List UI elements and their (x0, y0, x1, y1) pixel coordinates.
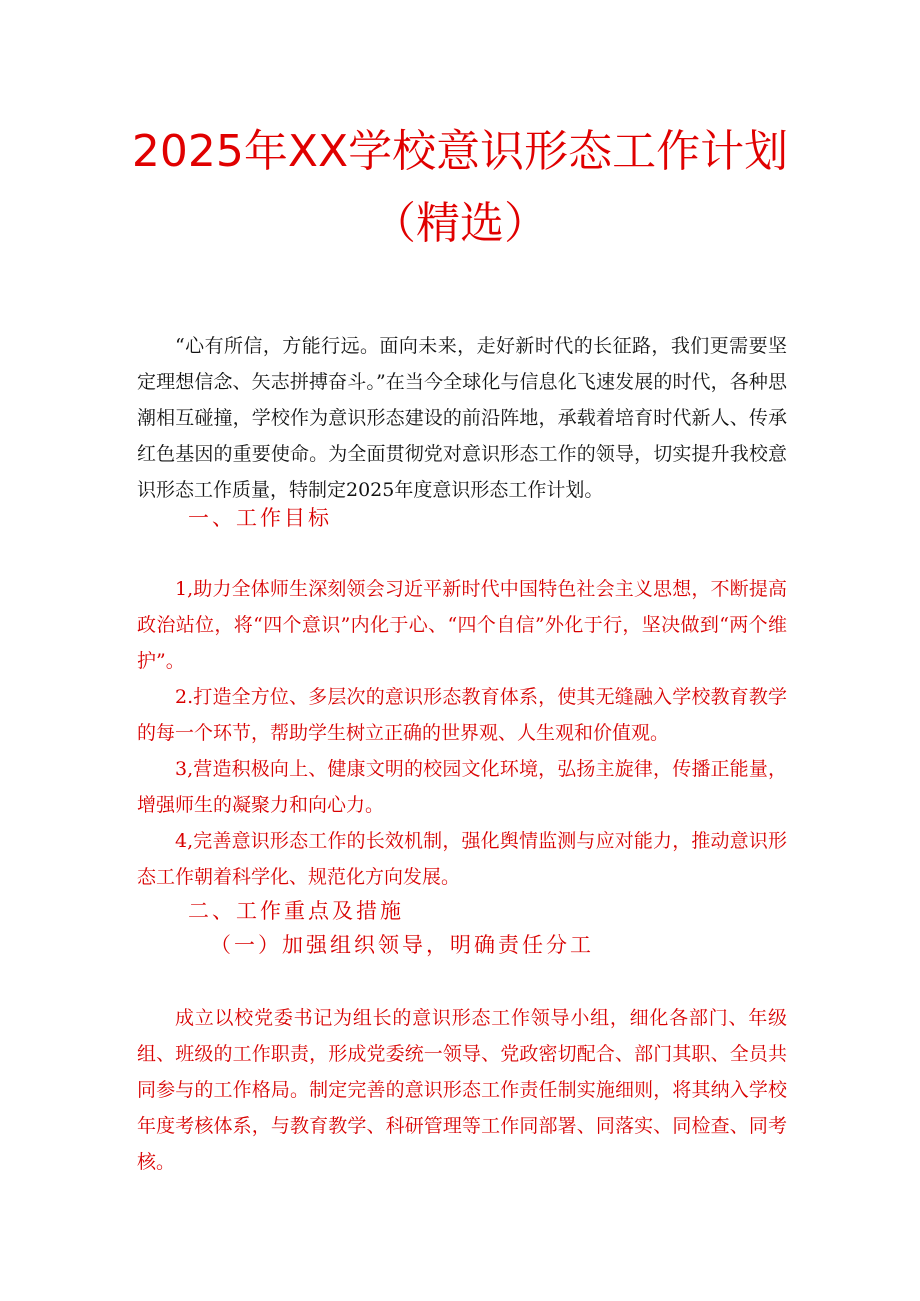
goal-item-3: 3,营造积极向上、健康文明的校园文化环境，弘扬主旋律，传播正能量，增强师生的凝聚力和向心力。 (137, 758, 787, 816)
goal-item-4: 4,完善意识形态工作的长效机制，强化舆情监测与应对能力，推动意识形态工作朝着科学化、规范化方向发展。 (137, 830, 787, 888)
goal-item-1: 1,助力全体师生深刻领会习近平新时代中国特色社会主义思想，不断提高政治站位，将“四个意识”内化于心、“四个自信”外化于行，坚决做到“两个维护”。 (137, 578, 787, 672)
goal-item-2: 2.打造全方位、多层次的意识形态教育体系，使其无缝融入学校教育教学的每一个环节，帮助学生树立正确的世界观、人生观和价值观。 (137, 686, 787, 744)
leadership-paragraph: 成立以校党委书记为组长的意识形态工作领导小组，细化各部门、年级组、班级的工作职责，形成党委统一领导、党政密切配合、部门其职、全员共同参与的工作格局。制定完善的意识形态工作责任制实施细则，将其纳入学校年度考核体系，与教育教学、科研管理等工作同部署、同落实、同检查、同考核。 (137, 1007, 787, 1173)
subsection-heading-leadership: （一）加强组织领导，明确责任分工 (210, 933, 594, 957)
intro-paragraph: “心有所信，方能行远。面向未来，走好新时代的长征路，我们更需要坚定理想信念、矢志拼搏奋斗。”在当今全球化与信息化飞速发展的时代，各种思潮相互碰撞，学校作为意识形态建设的前沿阵地，承载着培育时代新人、传承红色基因的重要使命。为全面贯彻党对意识形态工作的领导，切实提升我校意识形态工作质量，特制定2025年度意识形态工作计划。 (137, 335, 787, 501)
section-heading-measures: 二、工作重点及措施 (188, 899, 404, 923)
document-title-subtitle: （精选） (372, 198, 548, 249)
document-title: 2025年XX学校意识形态工作计划 (131, 126, 789, 177)
section-heading-goals: 一、工作目标 (188, 506, 332, 530)
